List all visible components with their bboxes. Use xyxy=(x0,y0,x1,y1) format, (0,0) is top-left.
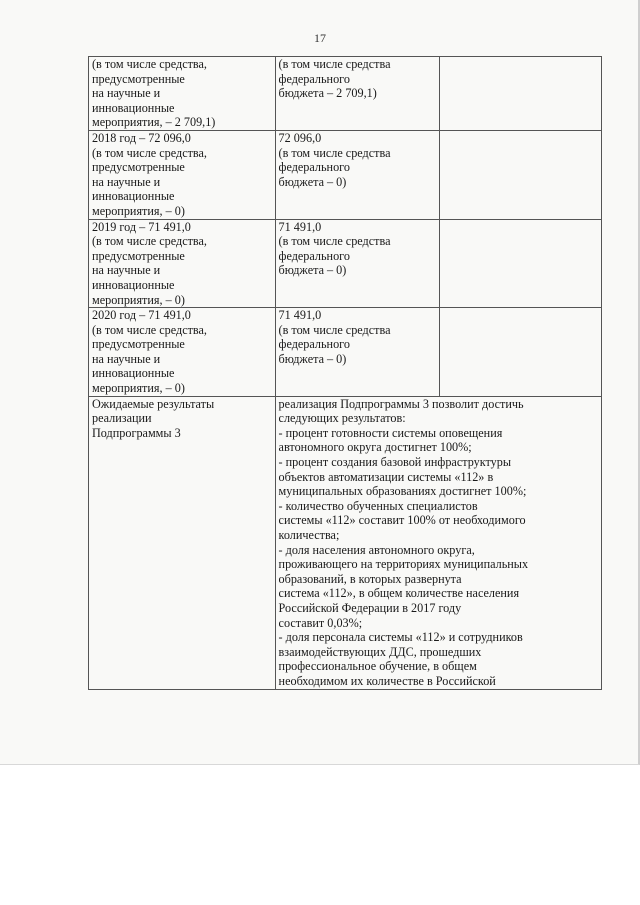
cell-line: мероприятия, – 0) xyxy=(92,381,185,396)
cell-line: 72 096,0 xyxy=(278,130,322,145)
cell-line: мероприятия, – 0) xyxy=(92,292,185,307)
cell-line: на научные и xyxy=(92,174,161,189)
cell-line: реализации xyxy=(92,411,152,426)
table-row xyxy=(89,308,602,397)
cell-line: - доля населения автономного округа, xyxy=(278,542,475,557)
table-row xyxy=(89,219,602,308)
page-number: 17 xyxy=(314,31,326,45)
funding-total-cell xyxy=(89,219,276,308)
cell-line: на научные и xyxy=(92,86,161,101)
cell-line: (в том числе средства, xyxy=(92,234,207,249)
cell-line: образований, в которых развернута xyxy=(278,571,462,586)
cell-line: реализация Подпрограммы 3 позволит достичь xyxy=(278,396,524,411)
cell-line: (в том числе средства xyxy=(278,322,391,337)
cell-line: - процент создания базовой инфраструктуры xyxy=(278,455,512,470)
expected-results-label-cell xyxy=(89,396,276,689)
cell-line: предусмотренные xyxy=(92,160,185,175)
cell-line: (в том числе средства xyxy=(278,234,391,249)
cell-line: федерального xyxy=(278,337,350,352)
cell-line: Подпрограммы 3 xyxy=(92,425,181,440)
cell-line: система «112», в общем количестве населения xyxy=(278,586,520,601)
cell-line: Ожидаемые результаты xyxy=(92,396,215,411)
table-row xyxy=(89,57,602,131)
table-row xyxy=(89,130,602,219)
cell-line: предусмотренные xyxy=(92,71,185,86)
cell-line: следующих результатов: xyxy=(278,411,406,426)
cell-line: инновационные xyxy=(92,277,175,292)
cell-line: проживающего на территориях муниципальных xyxy=(278,557,529,572)
cell-line: - процент готовности системы оповещения xyxy=(278,425,503,440)
cell-line: бюджета – 0) xyxy=(278,263,347,278)
table-row xyxy=(89,396,602,689)
cell-line: (в том числе средства xyxy=(278,145,391,160)
cell-line: 2019 год – 71 491,0 xyxy=(92,219,191,234)
expected-results-text-cell xyxy=(275,396,601,689)
cell-line: (в том числе средства, xyxy=(92,145,207,160)
cell-line: профессиональное обучение, в общем xyxy=(278,659,477,674)
cell-line: предусмотренные xyxy=(92,337,185,352)
empty-cell xyxy=(440,308,602,397)
cell-line: бюджета – 0) xyxy=(278,351,347,366)
federal-budget-cell xyxy=(275,130,440,219)
cell-line: составит 0,03%; xyxy=(278,615,363,630)
cell-line: (в том числе средства, xyxy=(92,322,207,337)
federal-budget-cell xyxy=(275,57,440,131)
cell-line: 2018 год – 72 096,0 xyxy=(92,130,191,145)
funding-total-cell xyxy=(89,308,276,397)
cell-line: мероприятия, – 2 709,1) xyxy=(92,115,216,130)
empty-cell xyxy=(440,219,602,308)
cell-line: предусмотренные xyxy=(92,248,185,263)
cell-line: необходимом их количестве в Российской xyxy=(278,673,496,688)
cell-line: муниципальных образованиях достигнет 100%; xyxy=(278,484,527,499)
cell-line: количества; xyxy=(278,528,340,542)
cell-line: - доля персонала системы «112» и сотрудников xyxy=(278,630,523,645)
cell-line: бюджета – 0) xyxy=(278,174,347,189)
cell-line: 2020 год – 71 491,0 xyxy=(92,308,191,323)
cell-line: инновационные xyxy=(92,189,175,204)
funding-total-cell xyxy=(89,57,276,131)
cell-line: 71 491,0 xyxy=(278,219,322,234)
cell-line: системы «112» составит 100% от необходимого xyxy=(278,513,526,528)
empty-cell xyxy=(440,57,602,131)
cell-line: инновационные xyxy=(92,100,175,115)
federal-budget-cell xyxy=(275,219,440,308)
cell-line: взаимодействующих ДДС, прошедших xyxy=(278,644,482,659)
cell-line: федерального xyxy=(278,160,350,175)
cell-line: мероприятия, – 0) xyxy=(92,203,185,218)
funding-table xyxy=(88,56,602,690)
cell-line: на научные и xyxy=(92,263,161,278)
cell-line: (в том числе средства xyxy=(278,57,391,71)
cell-line: автономного округа достигнет 100%; xyxy=(278,440,472,455)
empty-cell xyxy=(440,130,602,219)
funding-total-cell xyxy=(89,130,276,219)
cell-line: федерального xyxy=(278,71,350,86)
federal-budget-cell xyxy=(275,308,440,397)
cell-line: федерального xyxy=(278,248,350,263)
cell-line: объектов автоматизации системы «112» в xyxy=(278,469,494,484)
cell-line: (в том числе средства, xyxy=(92,57,207,71)
cell-line: Российской Федерации в 2017 году xyxy=(278,600,462,615)
cell-line: на научные и xyxy=(92,351,161,366)
cell-line: бюджета – 2 709,1) xyxy=(278,86,377,101)
cell-line: - количество обученных специалистов xyxy=(278,498,478,513)
cell-line: 71 491,0 xyxy=(278,308,322,323)
cell-line: инновационные xyxy=(92,366,175,381)
